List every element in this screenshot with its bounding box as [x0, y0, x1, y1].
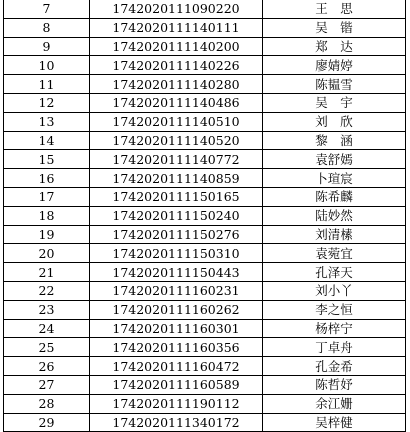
student-id: 1742020111150310: [90, 244, 263, 263]
student-id: 1742020111140486: [90, 93, 263, 112]
table-row: [4, 187, 406, 206]
row-number: 18: [4, 206, 90, 225]
student-name: 王 思: [263, 0, 406, 18]
table-row: [4, 18, 406, 37]
student-id: 1742020111140111: [90, 18, 263, 37]
row-number: 29: [4, 413, 90, 432]
student-id: 1742020111160589: [90, 375, 263, 394]
student-id: 1742020111160301: [90, 319, 263, 338]
table-row: [4, 281, 406, 300]
table-row: [4, 225, 406, 244]
student-name: 吴梓健: [263, 413, 406, 432]
student-name: 刘小丫: [263, 281, 406, 300]
student-id: 1742020111140200: [90, 37, 263, 56]
student-name: 卜瑄宸: [263, 169, 406, 188]
table-row: [4, 112, 406, 131]
student-name: 孔金希: [263, 357, 406, 376]
row-number: 15: [4, 150, 90, 169]
row-number: 28: [4, 394, 90, 413]
table-row: [4, 338, 406, 357]
student-id: 1742020111150276: [90, 225, 263, 244]
student-name: 陈韫雪: [263, 75, 406, 94]
student-name: 袁舒嫣: [263, 150, 406, 169]
student-id: 1742020111140859: [90, 169, 263, 188]
row-number: 26: [4, 357, 90, 376]
table-row: [4, 394, 406, 413]
student-name: 李之恒: [263, 300, 406, 319]
row-number: 19: [4, 225, 90, 244]
table-row: [4, 300, 406, 319]
student-id: 1742020111140520: [90, 131, 263, 150]
student-id: 1742020111150165: [90, 187, 263, 206]
student-id: 1742020111160262: [90, 300, 263, 319]
row-number: 8: [4, 18, 90, 37]
student-name: 孔泽天: [263, 263, 406, 282]
table-row: [4, 37, 406, 56]
student-name: 余江姗: [263, 394, 406, 413]
row-number: 25: [4, 338, 90, 357]
student-name: 陆妙然: [263, 206, 406, 225]
row-number: 16: [4, 169, 90, 188]
student-id: 1742020111160356: [90, 338, 263, 357]
table-row: [4, 75, 406, 94]
student-name: 郑 达: [263, 37, 406, 56]
row-number: 10: [4, 56, 90, 75]
table-row: [4, 169, 406, 188]
student-name: 黎 涵: [263, 131, 406, 150]
student-name: 刘清榡: [263, 225, 406, 244]
student-name: 陈希麟: [263, 187, 406, 206]
student-id: 1742020111150443: [90, 263, 263, 282]
table-row: [4, 93, 406, 112]
student-name: 刘 欣: [263, 112, 406, 131]
row-number: 21: [4, 263, 90, 282]
roster-sheet: [3, 0, 405, 432]
table-row: [4, 413, 406, 432]
table-row: [4, 206, 406, 225]
row-number: 11: [4, 75, 90, 94]
student-id: 1742020111090220: [90, 0, 263, 18]
student-name: 廖婧婷: [263, 56, 406, 75]
table-row: [4, 150, 406, 169]
table-row: [4, 263, 406, 282]
student-id: 1742020111140772: [90, 150, 263, 169]
row-number: 14: [4, 131, 90, 150]
table-row: [4, 131, 406, 150]
student-name: 杨梓宁: [263, 319, 406, 338]
row-number: 22: [4, 281, 90, 300]
roster-body: [4, 0, 406, 432]
student-name: 丁卓舟: [263, 338, 406, 357]
table-row: [4, 0, 406, 18]
student-name: 吴 宇: [263, 93, 406, 112]
student-id: 1742020111160472: [90, 357, 263, 376]
student-id: 1742020111160231: [90, 281, 263, 300]
row-number: 13: [4, 112, 90, 131]
student-id: 1742020111150240: [90, 206, 263, 225]
student-name: 袁菀宜: [263, 244, 406, 263]
table-row: [4, 375, 406, 394]
table-row: [4, 319, 406, 338]
student-id: 1742020111190112: [90, 394, 263, 413]
row-number: 7: [4, 0, 90, 18]
row-number: 24: [4, 319, 90, 338]
student-name: 陈哲妤: [263, 375, 406, 394]
student-id: 1742020111340172: [90, 413, 263, 432]
table-row: [4, 357, 406, 376]
row-number: 9: [4, 37, 90, 56]
row-number: 12: [4, 93, 90, 112]
row-number: 27: [4, 375, 90, 394]
row-number: 23: [4, 300, 90, 319]
table-row: [4, 56, 406, 75]
student-name: 吴 锴: [263, 18, 406, 37]
roster-table: [3, 0, 406, 432]
row-number: 20: [4, 244, 90, 263]
table-row: [4, 244, 406, 263]
student-id: 1742020111140226: [90, 56, 263, 75]
student-id: 1742020111140280: [90, 75, 263, 94]
student-id: 1742020111140510: [90, 112, 263, 131]
row-number: 17: [4, 187, 90, 206]
